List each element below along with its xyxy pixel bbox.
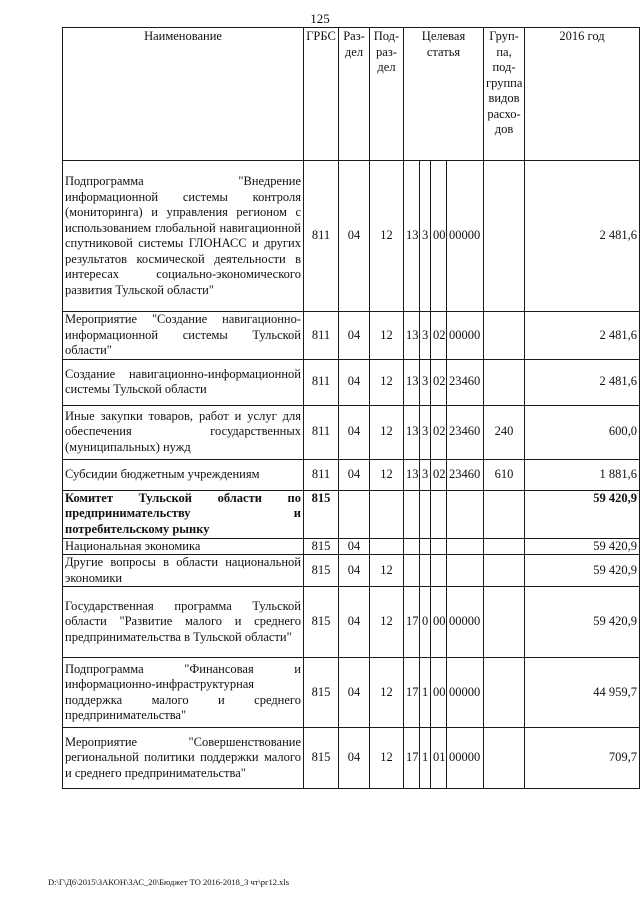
row-expense-type-cell xyxy=(484,587,525,658)
row-target-direction-cell xyxy=(447,538,484,555)
row-target-subprogram-cell: 0 xyxy=(420,587,431,658)
row-target-event-cell: 00 xyxy=(431,161,447,312)
row-amount-cell: 59 420,9 xyxy=(525,555,640,587)
row-name-cell: Субсидии бюджетным учреждениям xyxy=(63,459,304,490)
row-target-event-cell: 02 xyxy=(431,312,447,360)
row-podrazdel-cell: 12 xyxy=(370,658,404,728)
row-name-cell: Мероприятие "Создание навигационно-информационной системы Тульской области" xyxy=(63,312,304,360)
row-amount-cell: 59 420,9 xyxy=(525,490,640,538)
table-row xyxy=(63,359,640,405)
row-target-program-cell: 17 xyxy=(404,587,420,658)
row-amount-cell: 44 959,7 xyxy=(525,658,640,728)
row-expense-type-cell xyxy=(484,161,525,312)
row-podrazdel-cell: 12 xyxy=(370,728,404,789)
row-target-direction-cell: 00000 xyxy=(447,161,484,312)
row-razdel-cell: 04 xyxy=(339,312,370,360)
row-grbs-cell: 811 xyxy=(304,161,339,312)
row-podrazdel-cell: 12 xyxy=(370,359,404,405)
row-razdel-cell: 04 xyxy=(339,538,370,555)
row-razdel-cell: 04 xyxy=(339,658,370,728)
row-target-program-cell: 13 xyxy=(404,359,420,405)
row-target-event-cell: 00 xyxy=(431,658,447,728)
row-name-cell: Создание навигационно-информационной системы Тульской области xyxy=(63,359,304,405)
row-expense-type-cell: 240 xyxy=(484,405,525,459)
row-target-direction-cell: 00000 xyxy=(447,728,484,789)
table-row xyxy=(63,555,640,587)
table-row xyxy=(63,459,640,490)
row-target-program-cell: 13 xyxy=(404,459,420,490)
row-target-program-cell xyxy=(404,538,420,555)
table-body xyxy=(63,161,640,789)
row-target-direction-cell: 00000 xyxy=(447,312,484,360)
row-podrazdel-cell: 12 xyxy=(370,555,404,587)
row-podrazdel-cell: 12 xyxy=(370,459,404,490)
row-razdel-cell: 04 xyxy=(339,555,370,587)
header-grbs: ГРБС xyxy=(304,28,339,161)
row-amount-cell: 2 481,6 xyxy=(525,359,640,405)
row-target-event-cell: 02 xyxy=(431,459,447,490)
row-podrazdel-cell: 12 xyxy=(370,587,404,658)
row-grbs-cell: 815 xyxy=(304,555,339,587)
file-path-footer: D:\Г\Д6\2015\ЗАКОН\ЗАС_20\Бюджет ТО 2016-2018_3 чт\рг12.xls xyxy=(48,877,290,887)
row-target-program-cell xyxy=(404,555,420,587)
row-target-subprogram-cell xyxy=(420,538,431,555)
row-target-event-cell xyxy=(431,555,447,587)
row-grbs-cell: 815 xyxy=(304,538,339,555)
row-expense-type-cell xyxy=(484,490,525,538)
row-target-program-cell: 17 xyxy=(404,658,420,728)
row-target-subprogram-cell: 1 xyxy=(420,658,431,728)
row-grbs-cell: 815 xyxy=(304,490,339,538)
row-name-cell: Иные закупки товаров, работ и услуг для обеспечения государственных (муниципальных) нужд xyxy=(63,405,304,459)
table-row xyxy=(63,658,640,728)
row-target-direction-cell: 00000 xyxy=(447,658,484,728)
row-podrazdel-cell: 12 xyxy=(370,161,404,312)
row-target-subprogram-cell: 3 xyxy=(420,459,431,490)
table-row xyxy=(63,587,640,658)
row-target-subprogram-cell: 3 xyxy=(420,312,431,360)
row-razdel-cell: 04 xyxy=(339,161,370,312)
row-grbs-cell: 815 xyxy=(304,728,339,789)
row-target-subprogram-cell xyxy=(420,555,431,587)
row-razdel-cell: 04 xyxy=(339,459,370,490)
header-target-article: Целевая статья xyxy=(404,28,484,161)
table-row xyxy=(63,161,640,312)
row-name-cell: Другие вопросы в области национальной экономики xyxy=(63,555,304,587)
row-target-event-cell: 01 xyxy=(431,728,447,789)
row-amount-cell: 709,7 xyxy=(525,728,640,789)
row-target-direction-cell: 00000 xyxy=(447,587,484,658)
row-razdel-cell: 04 xyxy=(339,359,370,405)
row-grbs-cell: 811 xyxy=(304,312,339,360)
table-row xyxy=(63,538,640,555)
header-name: Наименование xyxy=(63,28,304,161)
row-name-cell: Подпрограмма "Финансовая и информационно-инфраструктурная поддержка малого и среднего предпринимательства" xyxy=(63,658,304,728)
row-grbs-cell: 811 xyxy=(304,405,339,459)
row-target-direction-cell xyxy=(447,490,484,538)
row-target-program-cell: 13 xyxy=(404,161,420,312)
row-name-cell: Комитет Тульской области по предпринимательству и потребительскому рынку xyxy=(63,490,304,538)
row-podrazdel-cell xyxy=(370,490,404,538)
header-podrazdel: Под- раз- дел xyxy=(370,28,404,161)
row-razdel-cell: 04 xyxy=(339,405,370,459)
row-target-program-cell: 13 xyxy=(404,312,420,360)
row-target-program-cell xyxy=(404,490,420,538)
row-target-program-cell: 13 xyxy=(404,405,420,459)
row-target-event-cell xyxy=(431,538,447,555)
row-name-cell: Национальная экономика xyxy=(63,538,304,555)
row-name-cell: Государственная программа Тульской области "Развитие малого и среднего предпринимательства в Тульской области" xyxy=(63,587,304,658)
row-expense-type-cell: 610 xyxy=(484,459,525,490)
row-name-cell: Подпрограмма "Внедрение информационной системы контроля (мониторинга) и управления регионом с использованием глобальной навигационной спутниковой системы ГЛОНАСС и других результатов космической деятельности в интересах социально-экономического развития Тульской области" xyxy=(63,161,304,312)
row-podrazdel-cell xyxy=(370,538,404,555)
row-target-direction-cell: 23460 xyxy=(447,459,484,490)
row-expense-type-cell xyxy=(484,312,525,360)
row-amount-cell: 2 481,6 xyxy=(525,161,640,312)
row-grbs-cell: 811 xyxy=(304,459,339,490)
budget-table xyxy=(62,27,640,789)
row-target-subprogram-cell xyxy=(420,490,431,538)
row-amount-cell: 59 420,9 xyxy=(525,538,640,555)
row-target-event-cell: 02 xyxy=(431,359,447,405)
row-grbs-cell: 811 xyxy=(304,359,339,405)
row-podrazdel-cell: 12 xyxy=(370,405,404,459)
table-header-row xyxy=(63,28,640,161)
header-year-2016: 2016 год xyxy=(525,28,640,161)
row-amount-cell: 600,0 xyxy=(525,405,640,459)
row-razdel-cell: 04 xyxy=(339,728,370,789)
row-grbs-cell: 815 xyxy=(304,587,339,658)
table-row xyxy=(63,312,640,360)
table-row xyxy=(63,490,640,538)
row-razdel-cell xyxy=(339,490,370,538)
row-target-subprogram-cell: 3 xyxy=(420,405,431,459)
row-target-direction-cell: 23460 xyxy=(447,405,484,459)
table-row xyxy=(63,728,640,789)
row-target-subprogram-cell: 1 xyxy=(420,728,431,789)
row-expense-type-cell xyxy=(484,728,525,789)
row-target-subprogram-cell: 3 xyxy=(420,359,431,405)
header-expense-type: Груп- па, под- группа видов расхо- дов xyxy=(484,28,525,161)
row-target-program-cell: 17 xyxy=(404,728,420,789)
row-grbs-cell: 815 xyxy=(304,658,339,728)
row-target-event-cell: 02 xyxy=(431,405,447,459)
table-row xyxy=(63,405,640,459)
row-target-direction-cell xyxy=(447,555,484,587)
row-target-event-cell: 00 xyxy=(431,587,447,658)
row-expense-type-cell xyxy=(484,658,525,728)
row-amount-cell: 2 481,6 xyxy=(525,312,640,360)
row-target-subprogram-cell: 3 xyxy=(420,161,431,312)
row-amount-cell: 59 420,9 xyxy=(525,587,640,658)
row-expense-type-cell xyxy=(484,555,525,587)
row-expense-type-cell xyxy=(484,359,525,405)
row-podrazdel-cell: 12 xyxy=(370,312,404,360)
row-razdel-cell: 04 xyxy=(339,587,370,658)
row-amount-cell: 1 881,6 xyxy=(525,459,640,490)
row-name-cell: Мероприятие "Совершенствование региональной политики поддержки малого и среднего предпринимательства" xyxy=(63,728,304,789)
page-number: 125 xyxy=(310,11,330,26)
header-razdel: Раз- дел xyxy=(339,28,370,161)
row-expense-type-cell xyxy=(484,538,525,555)
row-target-direction-cell: 23460 xyxy=(447,359,484,405)
row-target-event-cell xyxy=(431,490,447,538)
